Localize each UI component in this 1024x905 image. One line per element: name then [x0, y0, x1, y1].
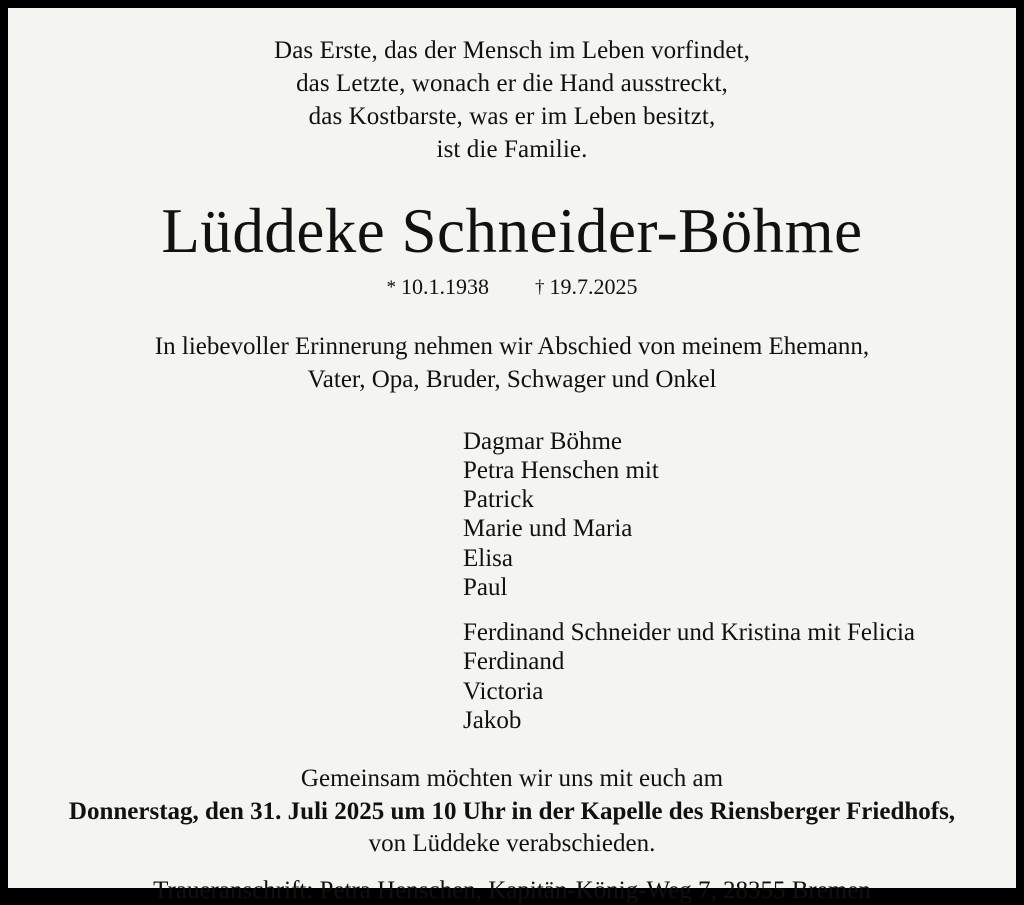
quote-line: das Letzte, wonach er die Hand ausstreckt, [296, 70, 728, 97]
mourning-address: Traueranschrift: Petra Henschen, Kapitän-König-Weg 7, 28355 Bremen [153, 876, 871, 904]
mourner-name: Patrick [463, 486, 534, 514]
funeral-closing-line: von Lüddeke verabschieden. [368, 830, 656, 858]
life-dates [387, 274, 638, 300]
mourner-name: Paul [463, 573, 508, 601]
mourner-name: Dagmar Böhme [463, 427, 622, 455]
funeral-datetime-line: Donnerstag, den 31. Juli 2025 um 10 Uhr in der Kapelle des Riensberger Friedhofs, [68, 797, 956, 825]
mourner-name: Victoria [463, 677, 544, 705]
asterisk-icon: * [386, 277, 396, 299]
mourner-name: Marie und Maria [463, 515, 633, 543]
obituary-notice [8, 8, 1016, 904]
mourner-name: Ferdinand [463, 648, 565, 676]
quote-line: das Kostbarste, was er im Leben besitzt, [308, 103, 716, 130]
mourner-name: Ferdinand Schneider und Kristina mit Felicia [463, 619, 915, 647]
quote-line: Das Erste, das der Mensch im Leben vorfindet, [274, 37, 750, 64]
birth-date [387, 274, 490, 300]
death-date-value: 19.7.2025 [549, 274, 638, 300]
mourners-group [463, 427, 659, 603]
intro-line: Vater, Opa, Bruder, Schwager und Onkel [307, 366, 717, 394]
mourner-name: Elisa [463, 544, 513, 572]
cross-icon: † [535, 277, 545, 299]
quote-block [274, 34, 750, 166]
deceased-name: Lüddeke Schneider-Böhme [161, 196, 863, 266]
intro-line: In liebevoller Erinnerung nehmen wir Abschied von meinem Ehemann, [154, 333, 870, 361]
mourner-name: Petra Henschen mit [463, 456, 659, 484]
death-date [535, 274, 638, 300]
funeral-details [69, 763, 955, 861]
intro-text [155, 330, 869, 397]
quote-line: ist die Familie. [436, 136, 588, 163]
mourner-name: Jakob [463, 706, 522, 734]
mourners-list [38, 427, 986, 736]
funeral-intro-line: Gemeinsam möchten wir uns mit euch am [300, 765, 724, 793]
mourners-group [463, 618, 915, 735]
birth-date-value: 10.1.1938 [401, 274, 489, 300]
